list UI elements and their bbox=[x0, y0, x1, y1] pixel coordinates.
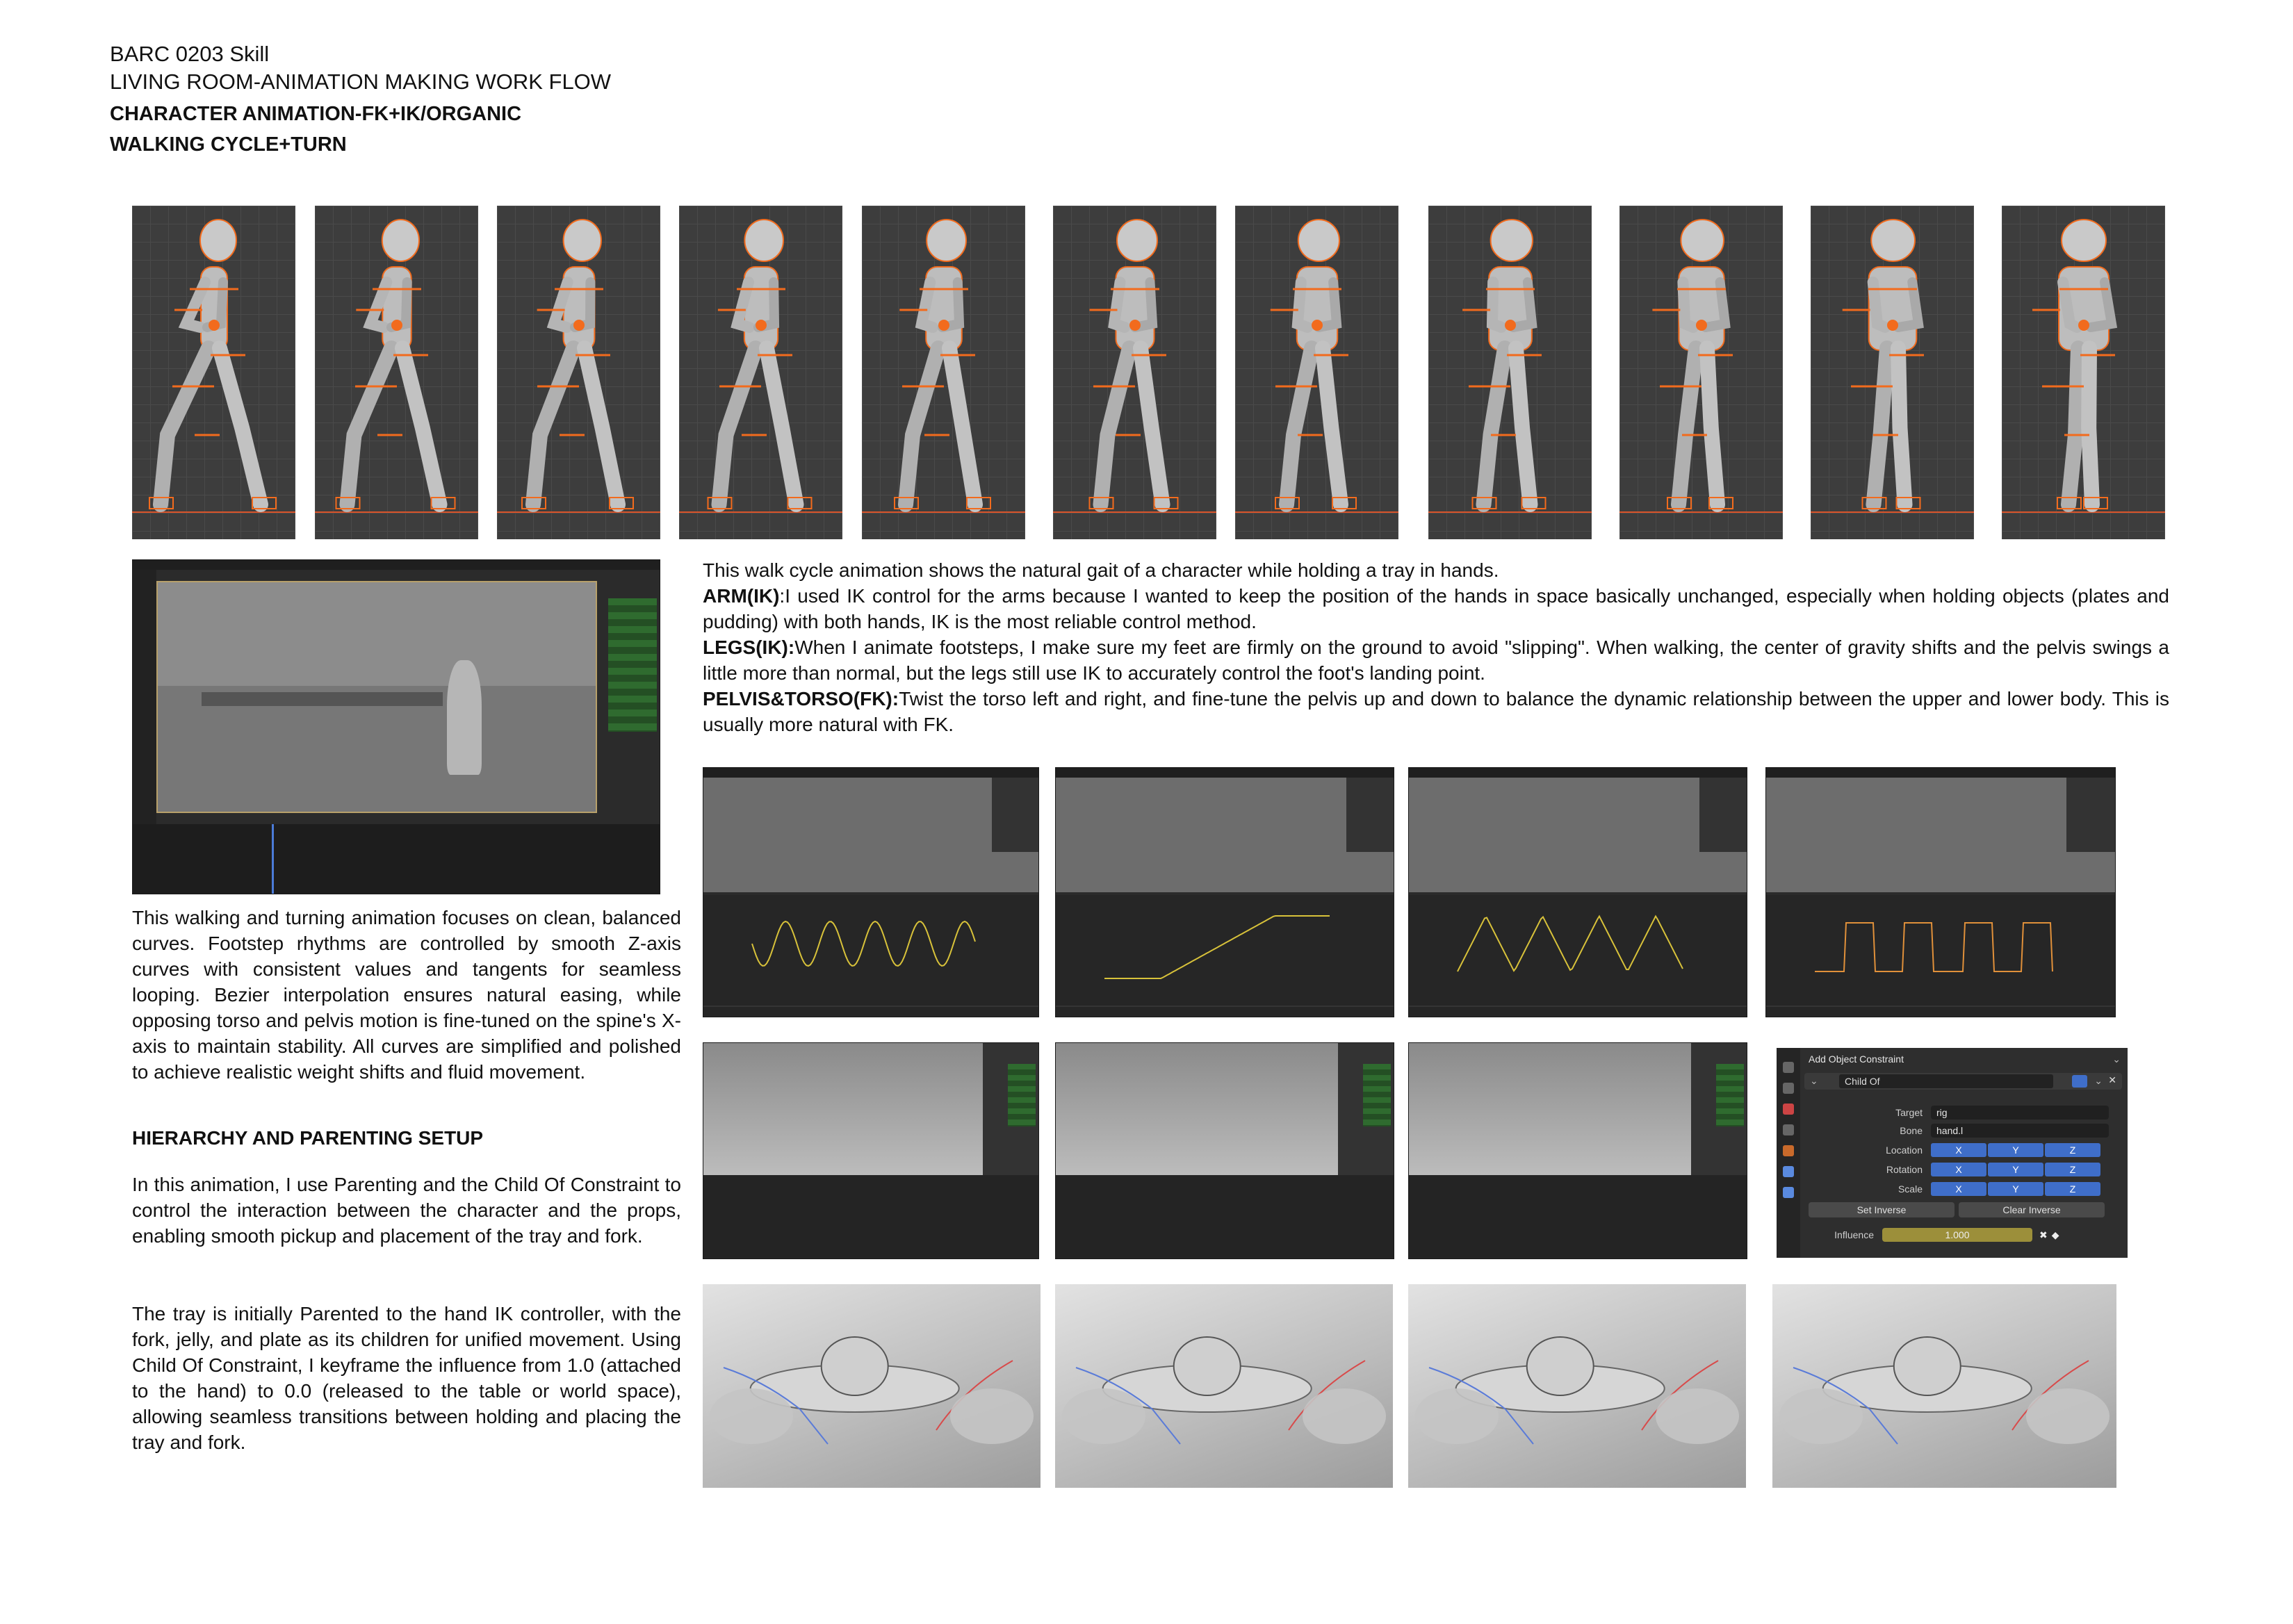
influence-label: Influence bbox=[1834, 1229, 1874, 1240]
location-x-toggle[interactable]: X bbox=[1931, 1143, 1986, 1157]
scale-z-toggle[interactable]: Z bbox=[2045, 1182, 2100, 1196]
bone-row bbox=[1804, 1123, 2109, 1138]
hand-closeup-render bbox=[703, 1284, 1041, 1488]
fcurve-plot bbox=[1409, 895, 1747, 1017]
hierarchy-para-1: In this animation, I use Parenting and the Child Of Constraint to control the interaction between the character and the props, enabling smooth pickup and placement of the tray and fork. bbox=[132, 1174, 681, 1247]
rigged-character-figure bbox=[679, 206, 842, 539]
bone-field[interactable]: hand.l bbox=[1931, 1124, 2109, 1138]
camera-view bbox=[156, 581, 597, 813]
location-row bbox=[1804, 1142, 2100, 1158]
walk-frame bbox=[1619, 206, 1783, 539]
keyframe-diamond-icon[interactable]: ◆ bbox=[2051, 1229, 2059, 1240]
influence-row bbox=[1804, 1227, 2059, 1242]
parenting-screenshot bbox=[703, 1042, 1039, 1259]
render-tab-icon[interactable] bbox=[1783, 1083, 1794, 1094]
section-title-character-animation: CHARACTER ANIMATION-FK+IK/ORGANIC bbox=[110, 103, 522, 125]
clear-keyframe-icon[interactable]: ✖ bbox=[2039, 1229, 2048, 1240]
properties-tabs bbox=[1777, 1048, 1800, 1258]
walk-frame bbox=[1053, 206, 1216, 539]
walk-frame bbox=[1428, 206, 1592, 539]
walk-frame bbox=[679, 206, 842, 539]
walk-frame bbox=[2002, 206, 2165, 539]
rotation-label: Rotation bbox=[1886, 1164, 1923, 1175]
influence-slider[interactable]: 1.000 bbox=[1882, 1228, 2032, 1242]
section-title-walking-cycle: WALKING CYCLE+TURN bbox=[110, 133, 347, 156]
scale-label: Scale bbox=[1898, 1183, 1923, 1195]
hand-closeup-render bbox=[1055, 1284, 1393, 1488]
walk-frame bbox=[1235, 206, 1398, 539]
timeline bbox=[133, 824, 660, 894]
scale-row bbox=[1804, 1181, 2100, 1197]
chevron-down-icon[interactable]: ⌄ bbox=[2112, 1053, 2121, 1065]
scene-tab-icon[interactable] bbox=[1783, 1104, 1794, 1115]
target-label: Target bbox=[1895, 1107, 1923, 1118]
rigged-character-figure bbox=[315, 206, 478, 539]
constraint-header bbox=[1804, 1073, 2122, 1090]
fcurve-plot bbox=[1766, 895, 2115, 1017]
world-tab-icon[interactable] bbox=[1783, 1124, 1794, 1135]
walk-frame bbox=[315, 206, 478, 539]
hierarchy-heading: HIERARCHY AND PARENTING SETUP bbox=[132, 1127, 484, 1149]
rigged-character-figure bbox=[1428, 206, 1592, 539]
arm-ik-label: ARM(IK) bbox=[703, 585, 780, 607]
parenting-screenshot bbox=[1408, 1042, 1747, 1259]
rigged-character-figure bbox=[2002, 206, 2165, 539]
rigged-character-figure bbox=[1235, 206, 1398, 539]
scale-x-toggle[interactable]: X bbox=[1931, 1182, 1986, 1196]
graph-editor-screenshot bbox=[1408, 767, 1747, 1017]
workflow-title: LIVING ROOM-ANIMATION MAKING WORK FLOW bbox=[110, 69, 612, 94]
curves-description: This walking and turning animation focuses on clean, balanced curves. Footstep rhythms are controlled by smooth Z-axis curves with consistent values and tangents for seamless looping. Bezier interpolation ensures natural easing, while opposing torso and pelvis motion is fine-tuned on the spine's X-axis to maintain stability. All curves are simplified and polished to achieve realistic weight shifts and fluid movement. bbox=[132, 907, 681, 1083]
intro-text bbox=[703, 557, 2169, 737]
location-label: Location bbox=[1886, 1145, 1923, 1156]
course-title: BARC 0203 Skill bbox=[110, 42, 270, 66]
legs-ik-text: When I animate footsteps, I make sure my feet are firmly on the ground to avoid "slipping". When walking, the center of gravity shifts and the pelvis swings a little more than normal, but the legs still use IK to accurately control the foot's landing point. bbox=[703, 637, 2169, 684]
target-row bbox=[1804, 1105, 2109, 1120]
add-constraint-dropdown[interactable]: Add Object Constraint bbox=[1809, 1053, 1904, 1065]
bone-label: Bone bbox=[1900, 1125, 1923, 1136]
walk-frame bbox=[132, 206, 295, 539]
rigged-character-figure bbox=[1053, 206, 1216, 539]
rotation-row bbox=[1804, 1162, 2100, 1177]
hand-closeup-render bbox=[1408, 1284, 1746, 1488]
graph-editor-screenshot bbox=[1765, 767, 2116, 1017]
blender-topbar bbox=[133, 560, 660, 570]
scale-y-toggle[interactable]: Y bbox=[1988, 1182, 2043, 1196]
rigged-character-figure bbox=[132, 206, 295, 539]
rotation-z-toggle[interactable]: Z bbox=[2045, 1163, 2100, 1176]
clear-inverse-button[interactable]: Clear Inverse bbox=[1959, 1202, 2105, 1217]
header bbox=[110, 40, 611, 160]
rotation-y-toggle[interactable]: Y bbox=[1988, 1163, 2043, 1176]
outliner-panel bbox=[608, 598, 657, 732]
target-field[interactable]: rig bbox=[1931, 1106, 2109, 1119]
rotation-x-toggle[interactable]: X bbox=[1931, 1163, 1986, 1176]
blender-main-viewport bbox=[132, 559, 660, 894]
set-inverse-button[interactable]: Set Inverse bbox=[1809, 1202, 1955, 1217]
rigged-character-figure bbox=[1619, 206, 1783, 539]
tool-tab-icon[interactable] bbox=[1783, 1062, 1794, 1073]
graph-editor-screenshot bbox=[703, 767, 1039, 1017]
collapse-arrow-icon[interactable]: ⌄ bbox=[1810, 1075, 1818, 1086]
location-z-toggle[interactable]: Z bbox=[2045, 1143, 2100, 1157]
walk-frame bbox=[1811, 206, 1974, 539]
intro-lead: This walk cycle animation shows the natural gait of a character while holding a tray in hands. bbox=[703, 559, 1499, 581]
pelvis-torso-text: Twist the torso left and right, and fine-tune the pelvis up and down to balance the dynamic relationship between the upper and lower body. This is usually more natural with FK. bbox=[703, 688, 2169, 735]
walk-frame bbox=[497, 206, 660, 539]
fcurve-plot bbox=[703, 895, 1038, 1017]
legs-ik-label: LEGS(IK): bbox=[703, 637, 795, 658]
hierarchy-para-2: The tray is initially Parented to the hand IK controller, with the fork, jelly, and plate as its children for unified movement. Using Child Of Constraint, I keyframe the influence from 1.0 (attached to the hand) to 0.0 (released to the table or world space), allowing seamless transitions between holding and placing the tray and fork. bbox=[132, 1303, 681, 1453]
rigged-character-figure bbox=[862, 206, 1025, 539]
modifier-tab-icon[interactable] bbox=[1783, 1166, 1794, 1177]
location-y-toggle[interactable]: Y bbox=[1988, 1143, 2043, 1157]
constraint-tab-icon[interactable] bbox=[1783, 1187, 1794, 1198]
constraint-panel bbox=[1777, 1048, 2128, 1258]
eye-icon[interactable] bbox=[2072, 1075, 2087, 1088]
constraint-name-field[interactable]: Child Of bbox=[1839, 1074, 2053, 1088]
walk-frame bbox=[862, 206, 1025, 539]
close-icon[interactable]: ✕ bbox=[2108, 1074, 2116, 1085]
dropdown-icon[interactable]: ⌄ bbox=[2094, 1075, 2103, 1086]
rigged-character-figure bbox=[1811, 206, 1974, 539]
parenting-screenshot bbox=[1055, 1042, 1394, 1259]
object-tab-icon[interactable] bbox=[1783, 1145, 1794, 1156]
pelvis-torso-label: PELVIS&TORSO(FK): bbox=[703, 688, 899, 710]
arm-ik-text: :I used IK control for the arms because I wanted to keep the position of the hands in space basically unchanged, especially when holding objects (plates and pudding) with both hands, IK is the most reliable control method. bbox=[703, 585, 2169, 632]
fcurve-plot bbox=[1056, 895, 1394, 1017]
rigged-character-figure bbox=[497, 206, 660, 539]
hand-closeup-render bbox=[1772, 1284, 2116, 1488]
graph-editor-screenshot bbox=[1055, 767, 1394, 1017]
